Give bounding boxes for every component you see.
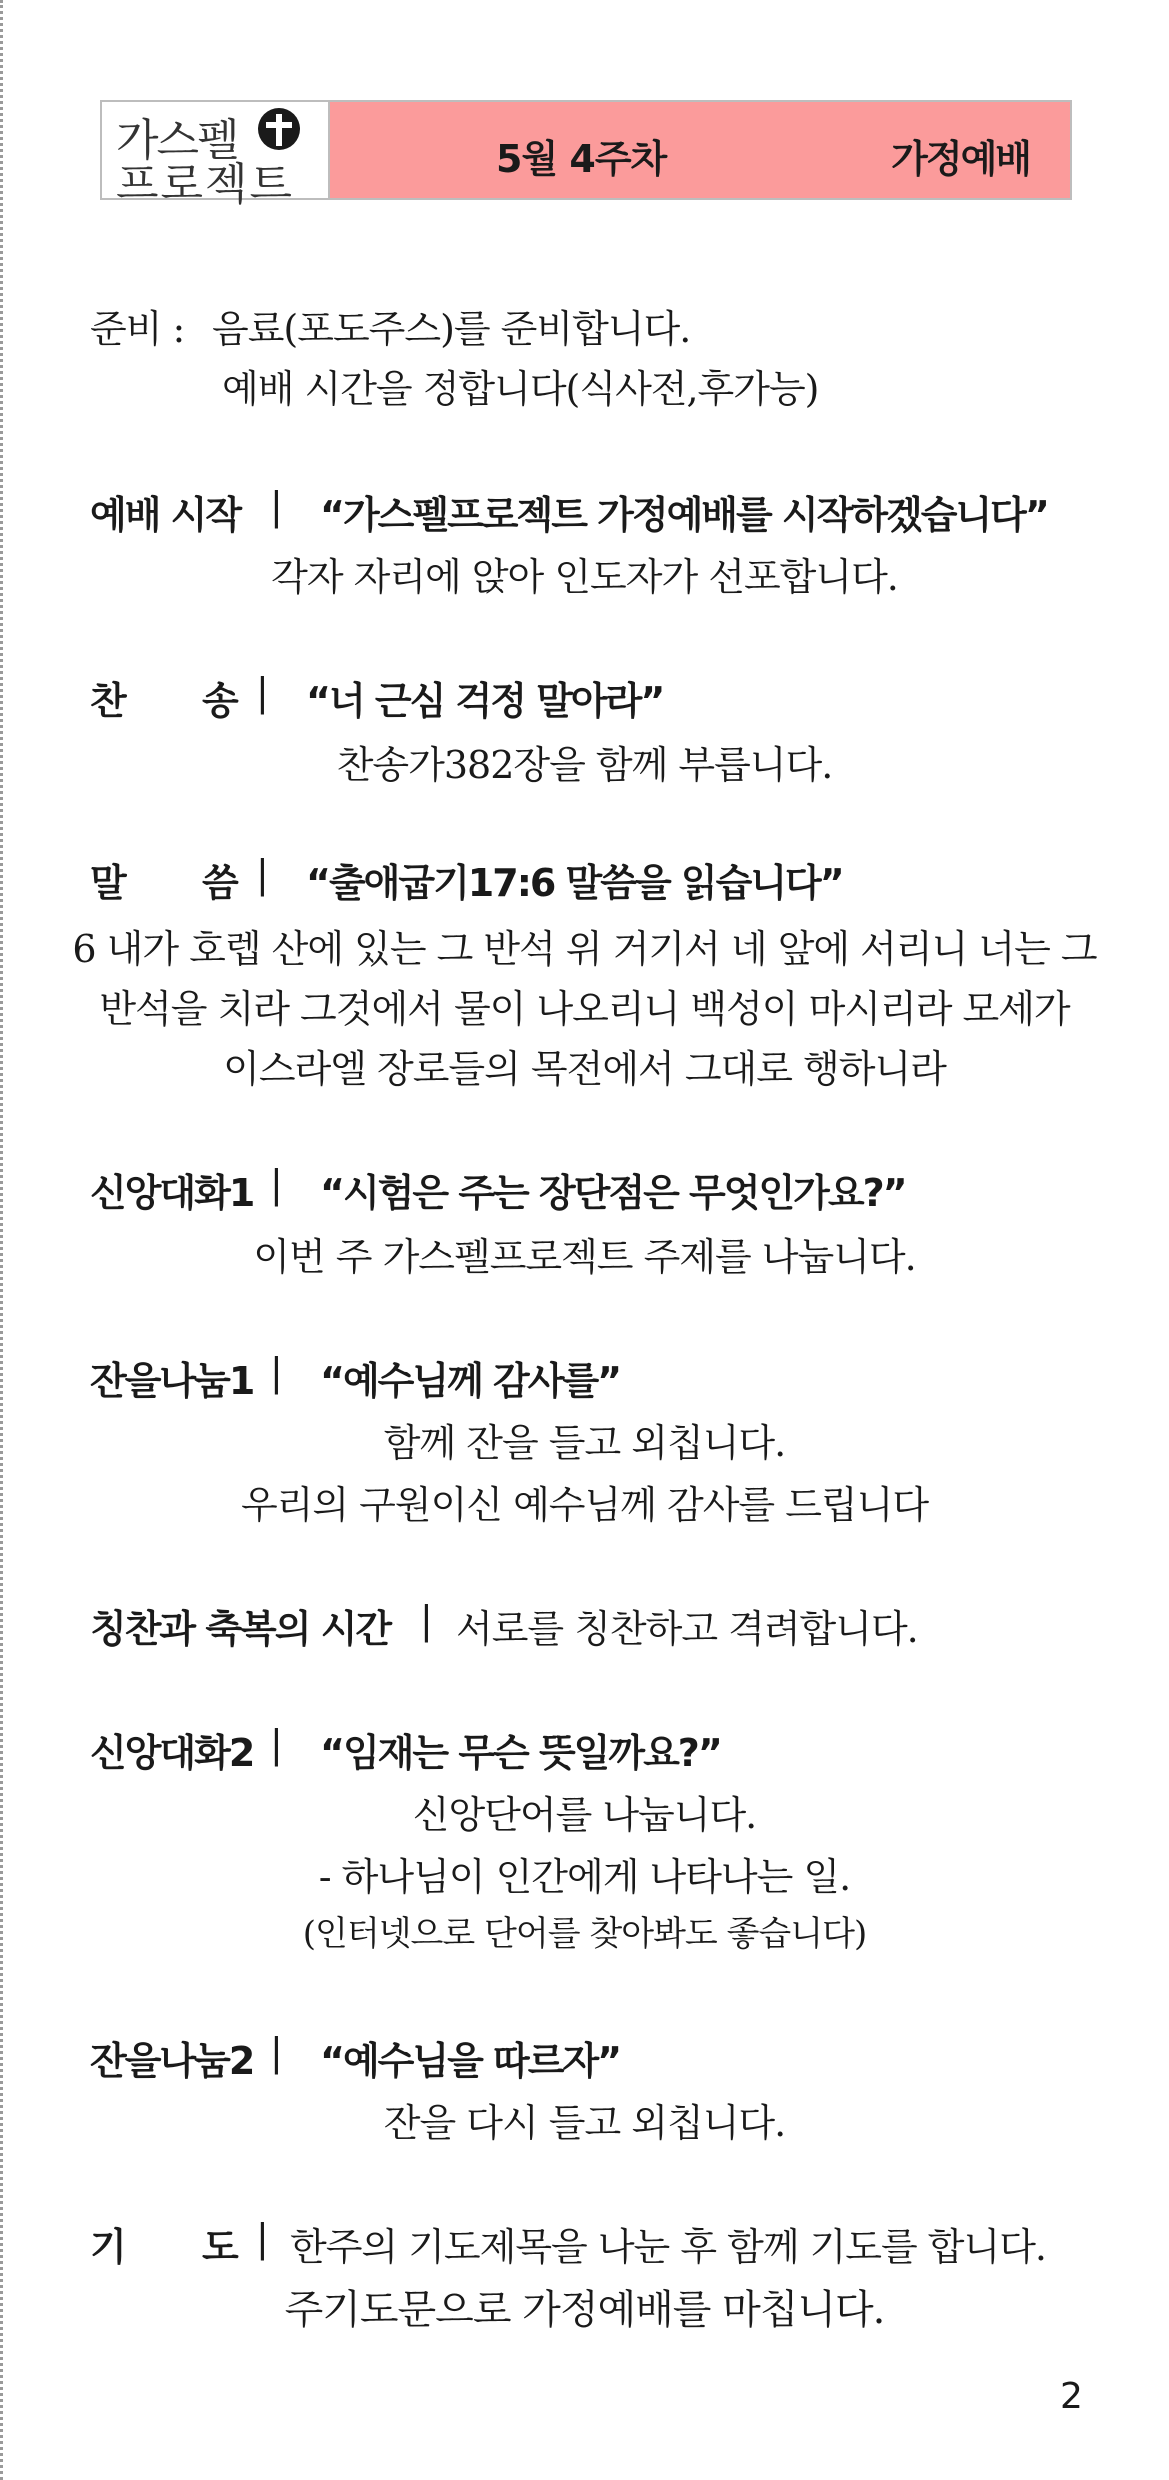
- talk2-line-3: (인터넷으로 단어를 찾아봐도 좋습니다): [302, 1914, 867, 1954]
- praise-label: 칭찬과 축복의 시간: [90, 1607, 391, 1651]
- week-label: 5월 4주차: [496, 137, 667, 181]
- cup2-quote: “예수님을 따르자”: [320, 2039, 621, 2083]
- prep-line2: 예배 시간을 정합니다(식사전,후가능): [222, 367, 819, 411]
- word-line-3: 이스라엘 장로들의 목전에서 그대로 행하니라: [223, 1047, 946, 1091]
- praise-text: 서로를 칭찬하고 격려합니다.: [456, 1607, 918, 1651]
- cup1-quote: “예수님께 감사를”: [320, 1359, 621, 1403]
- talk2-sep: |: [270, 1722, 282, 1766]
- praise-sep: |: [420, 1598, 432, 1642]
- start-quote: “가스펠프로젝트 가정예배를 시작하겠습니다”: [320, 493, 1048, 537]
- prayer-sep: |: [256, 2216, 268, 2260]
- word-line-1: 6 내가 호렙 산에 있는 그 반석 위 거기서 네 앞에 서리니 너는 그: [72, 927, 1097, 971]
- start-sep: |: [270, 484, 282, 528]
- word-quote: “출애굽기17:6 말씀을 읽습니다”: [306, 861, 843, 905]
- hymn-line-1: 찬송가382장을 함께 부릅니다.: [336, 743, 833, 787]
- gospel-project-logo: [102, 102, 330, 210]
- talk2-line-1: 신앙단어를 나눕니다.: [412, 1793, 757, 1837]
- prayer-label-b: 도: [202, 2225, 237, 2269]
- hymn-sep: |: [256, 670, 268, 714]
- talk2-label: 신앙대화2: [90, 1731, 254, 1775]
- start-line-1: 각자 자리에 앉아 인도자가 선포합니다.: [271, 555, 898, 599]
- header-banner: [100, 100, 1072, 210]
- hymn-label-a: 찬: [90, 679, 125, 723]
- talk1-line-1: 이번 주 가스펠프로젝트 주제를 나눕니다.: [253, 1235, 916, 1279]
- prep-line1: 음료(포도주스)를 준비합니다.: [212, 307, 691, 351]
- prayer-line-1: 주기도문으로 가정예배를 마칩니다.: [284, 2287, 885, 2333]
- cup2-line-1: 잔을 다시 들고 외칩니다.: [383, 2101, 786, 2145]
- word-sep: |: [256, 852, 268, 896]
- worship-type-label: 가정예배: [891, 137, 1030, 181]
- hymn-label-b: 송: [202, 679, 237, 723]
- logo-line2: 프로젝트: [116, 159, 295, 210]
- cup2-sep: |: [270, 2030, 282, 2074]
- word-label-b: 씀: [202, 861, 237, 905]
- cup1-line-2: 우리의 구원이신 예수님께 감사를 드립니다: [240, 1483, 929, 1527]
- talk2-quote: “임재는 무슨 뜻일까요?”: [320, 1731, 721, 1775]
- talk1-sep: |: [270, 1162, 282, 1206]
- prayer-label-a: 기: [90, 2225, 125, 2269]
- prayer-text: 한주의 기도제목을 나눈 후 함께 기도를 합니다.: [290, 2225, 1047, 2269]
- word-label-a: 말: [90, 861, 125, 905]
- talk1-quote: “시험은 주는 장단점은 무엇인가요?”: [320, 1171, 906, 1215]
- talk2-line-2: - 하나님이 인간에게 나타나는 일.: [318, 1855, 851, 1899]
- prep-label: 준비 :: [90, 307, 185, 351]
- cup1-sep: |: [270, 1350, 282, 1394]
- cup1-label: 잔을나눔1: [90, 1359, 254, 1403]
- talk1-label: 신앙대화1: [90, 1171, 254, 1215]
- start-label: 예배 시작: [90, 493, 241, 537]
- hymn-quote: “너 근심 걱정 말아라”: [306, 679, 664, 723]
- cross-icon: [258, 108, 300, 150]
- page-number: 2: [1060, 2376, 1083, 2417]
- cup1-line-1: 함께 잔을 들고 외칩니다.: [383, 1421, 786, 1465]
- word-line-2: 반석을 치라 그것에서 물이 나오리니 백성이 마시리라 모세가: [99, 987, 1070, 1031]
- header-band: [330, 102, 1070, 198]
- logo-line1: 가스펠: [116, 115, 238, 166]
- cup2-label: 잔을나눔2: [90, 2039, 254, 2083]
